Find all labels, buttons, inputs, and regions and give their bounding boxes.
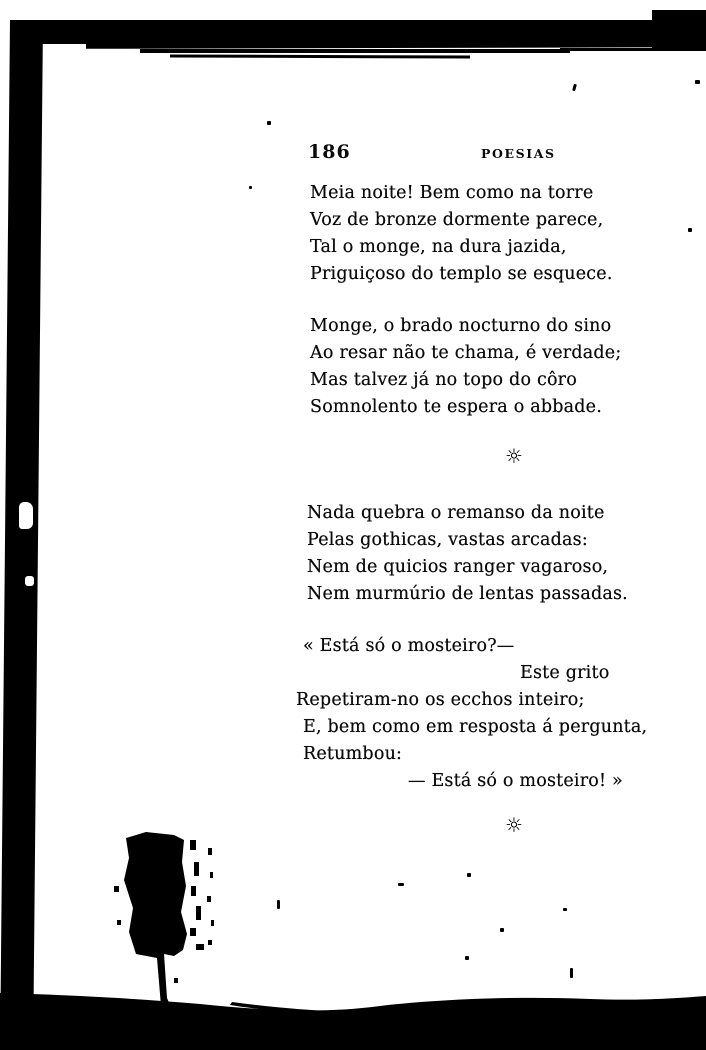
poem-line: Somnolento te espera o abbade.	[310, 397, 602, 417]
sun-ornament: ☼	[505, 444, 523, 468]
scan-top-edge-bar	[12, 20, 706, 44]
scan-streak	[140, 49, 570, 53]
poem-line: Nem murmúrio de lentas passadas.	[307, 584, 628, 604]
stanza-3	[307, 500, 628, 608]
poem-line: — Está só o mosteiro! »	[408, 771, 623, 791]
poem-line: « Está só o mosteiro?—	[303, 636, 515, 656]
sun-ornament: ☼	[505, 813, 523, 837]
poem-line: Este grito	[520, 663, 610, 683]
running-title: POESIAS	[481, 146, 556, 161]
poem-line: Mas talvez já no topo do côro	[310, 370, 577, 390]
poem-line: Repetiram-no os ecchos inteiro;	[296, 690, 585, 710]
scan-speck	[277, 900, 280, 909]
stanza-2	[310, 313, 621, 421]
scan-speck	[570, 968, 573, 978]
scan-speck	[249, 186, 252, 189]
stanza-1	[310, 180, 613, 288]
poem-line: Voz de bronze dormente parece,	[310, 210, 604, 230]
poem-line: Nem de quicios ranger vagaroso,	[307, 557, 609, 577]
scan-speck	[465, 956, 469, 960]
poem-line: Pelas gothicas, vastas arcadas:	[307, 530, 588, 550]
poem-line: Nada quebra o remanso da noite	[307, 503, 605, 523]
scan-speck	[398, 883, 404, 886]
scan-speck	[563, 908, 567, 911]
scan-streak	[170, 54, 470, 58]
page-number: 186	[308, 141, 351, 163]
scan-bar-white-gap	[19, 502, 33, 529]
poem-line: Monge, o brado nocturno do sino	[310, 316, 612, 336]
scan-bar-white-gap	[25, 576, 34, 586]
ink-blot	[112, 828, 262, 1013]
scan-speck	[695, 80, 700, 84]
poem-line: Priguiçoso do templo se esquece.	[310, 264, 613, 284]
scan-speck	[688, 228, 692, 232]
poem-line: Meia noite! Bem como na torre	[310, 183, 594, 203]
scan-bottom-edge-band	[0, 988, 706, 1050]
scan-speck	[467, 873, 471, 877]
scan-streak	[560, 48, 706, 51]
page-header	[0, 141, 706, 163]
scan-speck	[572, 84, 577, 92]
poem-line: Retumbou:	[303, 744, 403, 764]
scan-speck	[267, 121, 271, 125]
poem-line: E, bem como em resposta á pergunta,	[303, 717, 648, 737]
poem-line: Ao resar não te chama, é verdade;	[310, 343, 622, 363]
poem-line: Tal o monge, na dura jazida,	[310, 237, 567, 257]
stanza-4	[296, 633, 648, 795]
scan-speck	[500, 928, 504, 932]
